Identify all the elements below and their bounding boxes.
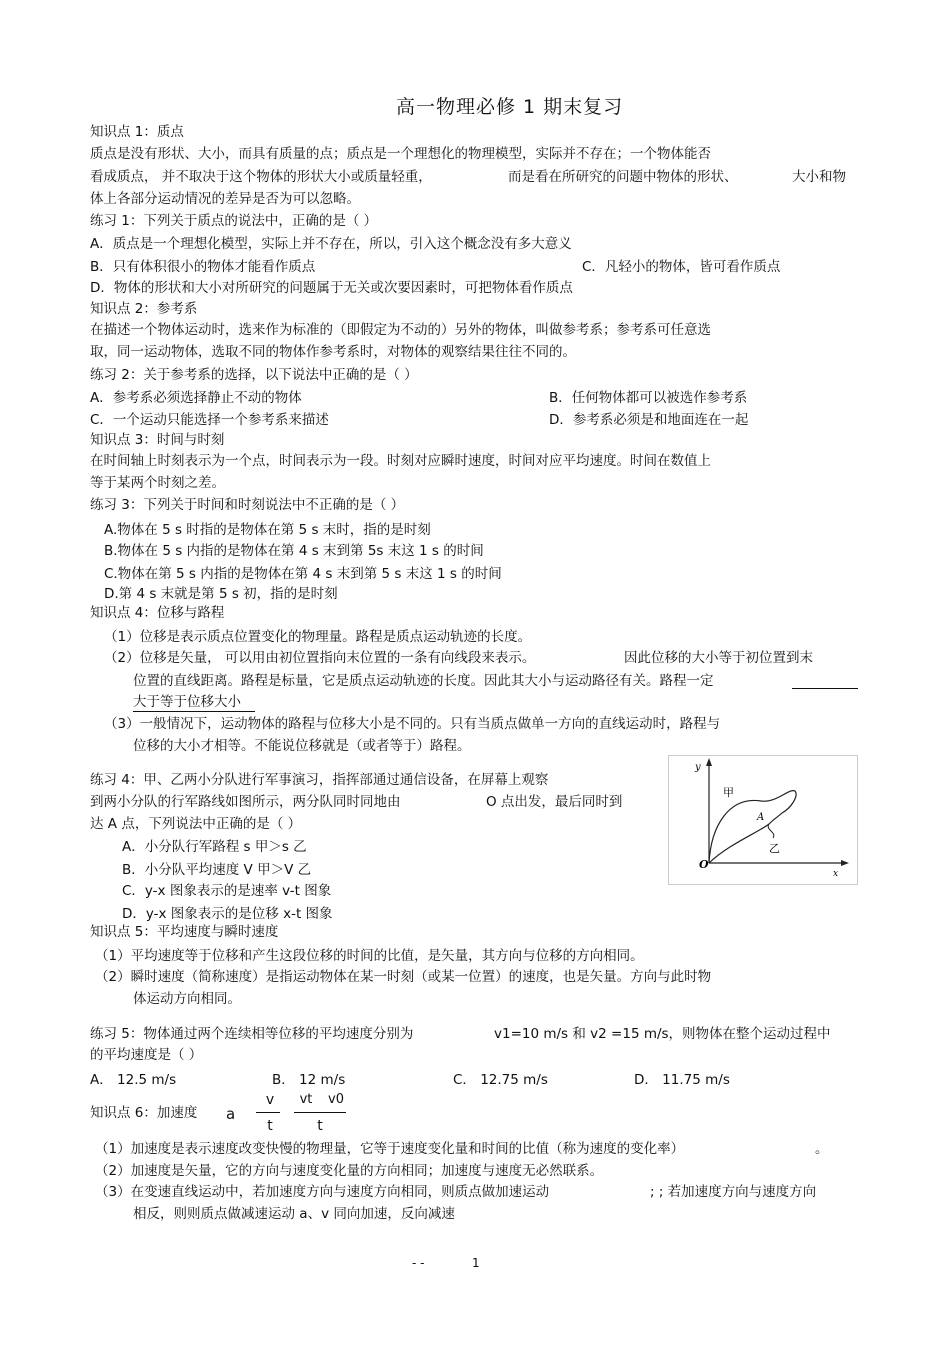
kp1-line: 而是看在所研究的问题中物体的形状、 — [508, 169, 738, 185]
ex4-option-d: D．y-x 图象表示的是位移 x-t 图象 — [122, 906, 333, 922]
page-number: 1 — [472, 1256, 480, 1270]
formula-v: v — [265, 1092, 275, 1108]
x-axis-arrow — [841, 860, 849, 866]
path-yi — [709, 813, 782, 863]
formula-vt: vt — [299, 1092, 313, 1107]
ex5-question: 练习 5：物体通过两个连续相等位移的平均速度分别为 — [90, 1026, 414, 1042]
ex1-option-a: A．质点是一个理想化模型，实际上并不存在，所以，引入这个概念没有多大意义 — [90, 236, 572, 252]
trajectory-diagram — [669, 756, 857, 884]
formula-t: t — [267, 1118, 273, 1134]
ex2-option-b: B．任何物体都可以被选作参考系 — [549, 390, 748, 406]
kp4-p2: 位置的直线距离。路程是标量，它是质点运动轨迹的长度。因此其大小与运动路径有关。路程一定 — [133, 673, 714, 689]
ex4-question: O 点出发，最后同时到 — [486, 794, 623, 810]
kp5-p2: 体运动方向相同。 — [133, 991, 241, 1007]
kp1-line: 大小和物 — [792, 169, 846, 185]
kp1-line: 体上各部分运动情况的差异是否为可以忽略。 — [90, 191, 360, 207]
ex4-option-a: A．小分队行军路程 s 甲＞s 乙 — [122, 839, 307, 855]
ex3-question: 练习 3：下列关于时间和时刻说法中不正确的是（ ） — [90, 497, 405, 513]
kp4-p3: （3）一般情况下，运动物体的路程与位移大小是不同的。只有当质点做单一方向的直线运动时，路程与 — [104, 716, 721, 732]
kp4-p3: 位移的大小才相等。不能说位移就是（或者等于）路程。 — [133, 738, 471, 754]
formula-t: t — [317, 1118, 323, 1134]
ex2-option-c: C．一个运动只能选择一个参考系来描述 — [90, 412, 329, 428]
ex4-option-b: B．小分队平均速度 V 甲＞V 乙 — [122, 862, 312, 878]
trajectory-figure — [668, 755, 858, 885]
fraction-bar — [294, 1112, 346, 1113]
ex4-option-c: C．y-x 图象表示的是速率 v-t 图象 — [122, 883, 332, 899]
kp2-heading: 知识点 2：参考系 — [90, 301, 198, 317]
ex2-question: 练习 2：关于参考系的选择，以下说法中正确的是（ ） — [90, 367, 418, 383]
ex4-question: 练习 4：甲、乙两小分队进行军事演习，指挥部通过通信设备，在屏幕上观察 — [90, 772, 549, 788]
ex1-option-c: C．凡轻小的物体，皆可看作质点 — [582, 259, 781, 275]
kp4-p2: （2）位移是矢量， 可以用由初位置指向末位置的一条有向线段来表示。 — [104, 650, 536, 666]
kp1-heading: 知识点 1：质点 — [90, 124, 184, 140]
kp6-p3: （3）在变速直线运动中，若加速度方向与速度方向相同，则质点做加速运动 — [95, 1184, 550, 1200]
origin-label: O — [699, 858, 709, 871]
kp5-p1: （1）平均速度等于位移和产生这段位移的时间的比值，是矢量，其方向与位移的方向相同。 — [95, 948, 644, 964]
kp4-p2: 因此位移的大小等于初位置到末 — [624, 650, 813, 666]
kp4-heading: 知识点 4：位移与路程 — [90, 605, 225, 621]
footer-dash: - - — [412, 1256, 425, 1270]
kp5-p2: （2）瞬时速度（简称速度）是指运动物体在某一时刻（或某一位置）的速度，也是矢量。方向与此时物 — [95, 969, 712, 985]
fraction-bar — [256, 1112, 280, 1113]
kp5-heading: 知识点 5：平均速度与瞬时速度 — [90, 924, 279, 940]
ex3-option-a: A.物体在 5 s 时指的是物体在第 5 s 末时，指的是时刻 — [104, 522, 431, 538]
x-axis-label: x — [833, 869, 839, 879]
y-axis-label: y — [695, 762, 701, 773]
kp6-p1: （1）加速度是表示速度改变快慢的物理量，它等于速度变化量和时间的比值（称为速度的变化率） — [95, 1141, 685, 1157]
ex5-option-d: D． 11.75 m/s — [634, 1072, 730, 1088]
formula-a: a — [226, 1105, 236, 1123]
ex5-option-c: C． 12.75 m/s — [453, 1072, 548, 1088]
kp6-heading: 知识点 6：加速度 — [90, 1105, 198, 1121]
kp6-p2: （2）加速度是矢量，它的方向与速度变化量的方向相同；加速度与速度无必然联系。 — [95, 1163, 604, 1179]
ex5-question: 的平均速度是（ ） — [90, 1047, 203, 1063]
ex4-question: 到两小分队的行军路线如图所示，两分队同时同地由 — [90, 794, 401, 810]
ex2-option-a: A．参考系必须选择静止不动的物体 — [90, 390, 302, 406]
formula-v0: v0 — [328, 1092, 344, 1107]
ex3-option-c: C.物体在第 5 s 内指的是物体在第 4 s 末到第 5 s 末这 1 s 的时间 — [104, 566, 502, 582]
ex4-question: 达 A 点，下列说法中正确的是（ ） — [90, 816, 302, 832]
kp4-p1: （1）位移是表示质点位置变化的物理量。路程是质点运动轨迹的长度。 — [104, 629, 532, 645]
ex3-option-d: D.第 4 s 末就是第 5 s 初，指的是时刻 — [104, 586, 338, 602]
kp6-p3: ; ; 若加速度方向与速度方向 — [650, 1184, 817, 1200]
kp1-line: 质点是没有形状、大小，而具有质量的点；质点是一个理想化的物理模型，实际并不存在；一个物体能否 — [90, 146, 711, 162]
kp2-line: 取，同一运动物体，选取不同的物体作参考系时，对物体的观察结果往往不同的。 — [90, 344, 576, 360]
yi-label: 乙 — [769, 842, 780, 855]
ex3-option-b: B.物体在 5 s 内指的是物体在第 4 s 末到第 5s 末这 1 s 的时间 — [104, 543, 484, 559]
ex5-option-a: A． 12.5 m/s — [90, 1072, 177, 1088]
yi-pointer — [768, 824, 774, 838]
kp4-p2-underlined: 大于等于位移大小 — [133, 693, 255, 712]
jia-label: 甲 — [723, 786, 734, 799]
page-title: 高一物理必修 1 期末复习 — [396, 96, 624, 118]
ex1-option-b: B．只有体积很小的物体才能看作质点 — [90, 259, 316, 275]
kp6-p3: 相反，则则质点做减速运动 a、v 同向加速，反向减速 — [133, 1206, 455, 1222]
ex1-option-d: D．物体的形状和大小对所研究的问题属于无关或次要因素时，可把物体看作质点 — [90, 280, 573, 296]
ex5-question: v1=10 m/s 和 v2 =15 m/s，则物体在整个运动过程中 — [494, 1026, 831, 1042]
kp3-line: 在时间轴上时刻表示为一个点，时间表示为一段。时刻对应瞬时速度，时间对应平均速度。时间在数值上 — [90, 453, 711, 469]
ex5-option-b: B． 12 m/s — [272, 1072, 346, 1088]
point-a-label: A — [757, 812, 765, 823]
kp1-line: 看成质点， 并不取决于这个物体的形状大小或质量轻重， — [90, 169, 432, 185]
kp6-p1: 。 — [815, 1141, 829, 1157]
ex1-question: 练习 1：下列关于质点的说法中，正确的是（ ） — [90, 213, 378, 229]
kp2-line: 在描述一个物体运动时，选来作为标准的（即假定为不动的）另外的物体，叫做参考系；参考系可任意选 — [90, 322, 711, 338]
kp3-line: 等于某两个时刻之差。 — [90, 475, 225, 491]
y-axis-arrow — [706, 758, 712, 766]
ex2-option-d: D．参考系必须是和地面连在一起 — [549, 412, 749, 428]
kp4-blank-line — [792, 688, 858, 689]
kp3-heading: 知识点 3：时间与时刻 — [90, 432, 225, 448]
